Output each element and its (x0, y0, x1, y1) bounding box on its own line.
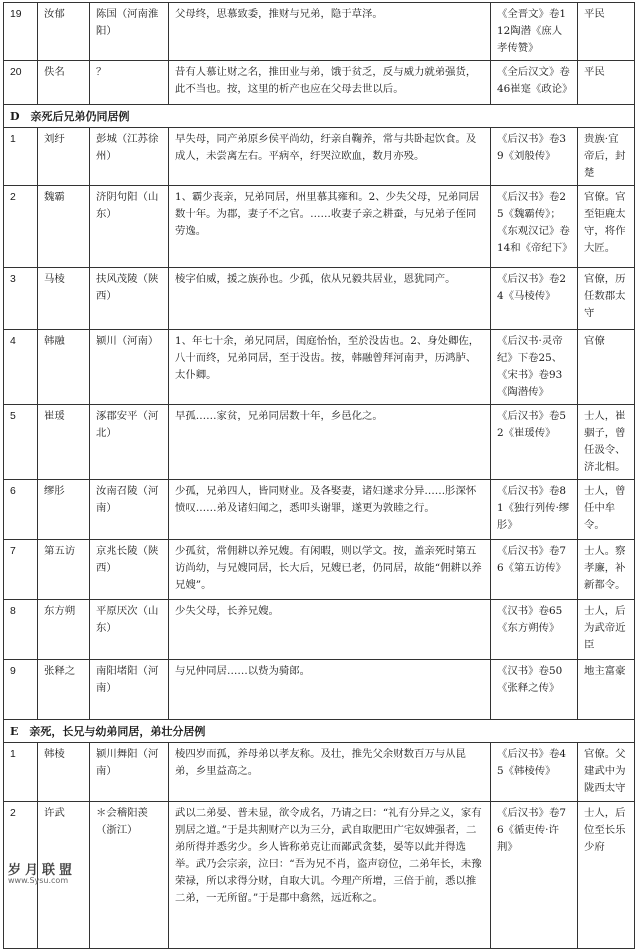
person-name: 汝郁 (38, 3, 90, 61)
row-number: 6 (4, 480, 38, 540)
person-name: 佚名 (38, 61, 90, 105)
row-number: 3 (4, 268, 38, 330)
table-row (4, 405, 635, 480)
row-number: 2 (4, 802, 38, 949)
place-of-origin: 平原厌次（山东） (90, 600, 169, 660)
place-of-origin: 汝南召陵（河南） (90, 480, 169, 540)
row-number: 5 (4, 405, 38, 480)
record-text: 早失母，同产弟原乡侯平尚幼，纡亲自鞠养，常与共卧起饮食。及成人，未尝离左右。平病卒，纡哭泣欧血，数月亦殁。 (169, 128, 491, 186)
watermark-title: 岁月联盟 (8, 863, 77, 878)
source-citation: 《后汉书》卷45《韩棱传》 (491, 743, 578, 802)
source-citation: 《后汉书》卷76《循吏传·许荆》 (491, 802, 578, 949)
source-citation: 《汉书》卷65《东方朔传》 (491, 600, 578, 660)
site-watermark (8, 859, 128, 885)
source-citation: 《后汉书》卷52《崔瑗传》 (491, 405, 578, 480)
table-row (4, 743, 635, 802)
data-table (3, 2, 635, 949)
row-number: 1 (4, 128, 38, 186)
social-status: 贵族·宜帝后，封楚 (578, 128, 635, 186)
person-name: 魏霸 (38, 186, 90, 268)
social-status: 士人，曾任中牟令。 (578, 480, 635, 540)
record-text: 棱四岁而孤，养母弟以孝友称。及壮，推先父余财数百万与从昆弟，乡里益高之。 (169, 743, 491, 802)
place-of-origin: 颍川舞阳（河南） (90, 743, 169, 802)
table-row (4, 330, 635, 405)
record-text: 武以二弟晏、普未显，欲令成名，乃请之曰：“礼有分异之义，家有别居之道。”于是共割财产以为三分，武自取肥田广宅奴婢强者，二弟所得并悉劣少。乡人皆称弟克让而鄙武贪婪，晏等以此并得选举。武乃会宗亲，泣曰：“吾为兄不肖，盗声窃位，二弟年长，未豫荣禄，所以求得分财，自取大讥。今理产所增，三倍于前，悉以推二弟，一无所留。”于是郡中翕然，远近称之。 (169, 802, 491, 949)
social-status: 官僚。官至钜鹿太守，将作大匠。 (578, 186, 635, 268)
record-text: 1、霸少丧亲，兄弟同居，州里慕其雍和。2、少失父母，兄弟同居数十年。为郡，妻子不之官。……收妻子亲之耕蚕，与兄弟子侄同劳逸。 (169, 186, 491, 268)
person-name: 第五访 (38, 540, 90, 600)
watermark-url: www.Sysu.com (8, 876, 69, 885)
record-text: 棱字伯威，援之族孙也。少孤，依从兄毅共居业，恩犹同产。 (169, 268, 491, 330)
source-citation: 《后汉书》卷81《独行列传·缪肜》 (491, 480, 578, 540)
source-citation: 《后汉书》卷24《马棱传》 (491, 268, 578, 330)
record-text: 昔有人慕让财之名，推田业与弟，饿于贫乏，反与威力就弟强货，此不当也。按，这里的析产也应在父母去世以后。 (169, 61, 491, 105)
row-number: 1 (4, 743, 38, 802)
social-status: 士人。察孝廉，补新都令。 (578, 540, 635, 600)
place-of-origin: ＊会稽阳羡（浙江） (90, 802, 169, 949)
section-title: D 亲死后兄弟仍同居例 (4, 105, 635, 128)
person-name: 韩融 (38, 330, 90, 405)
row-number: 2 (4, 186, 38, 268)
social-status: 官僚 (578, 330, 635, 405)
table-row (4, 61, 635, 105)
row-number: 19 (4, 3, 38, 61)
row-number: 4 (4, 330, 38, 405)
place-of-origin: 南阳堵阳（河南） (90, 660, 169, 720)
source-citation: 《后汉书》卷25《魏霸传》；《东观汉记》卷14和《帝纪下》 (491, 186, 578, 268)
table-row (4, 660, 635, 720)
place-of-origin: 涿郡安平（河北） (90, 405, 169, 480)
social-status: 官僚。父建武中为陇西太守 (578, 743, 635, 802)
social-status: 官僚，历任数郡太守 (578, 268, 635, 330)
person-name: 缪肜 (38, 480, 90, 540)
social-status: 平民 (578, 61, 635, 105)
record-text: 少孤贫，常佣耕以养兄嫂。有闲暇，则以学文。按，盖亲死时第五访尚幼，与兄嫂同居，长大后，兄嫂已老，仍同居，故能“佣耕以养兄嫂”。 (169, 540, 491, 600)
social-status: 士人，后为武帝近臣 (578, 600, 635, 660)
person-name: 刘纡 (38, 128, 90, 186)
source-citation: 《后汉书》卷39《刘般传》 (491, 128, 578, 186)
person-name: 韩棱 (38, 743, 90, 802)
place-of-origin: 扶风茂陵（陕西） (90, 268, 169, 330)
row-number: 9 (4, 660, 38, 720)
table-row (4, 186, 635, 268)
section-header-row (4, 105, 635, 128)
row-number: 20 (4, 61, 38, 105)
social-status: 平民 (578, 3, 635, 61)
place-of-origin: 京兆长陵（陕西） (90, 540, 169, 600)
place-of-origin: 彭城（江苏徐州） (90, 128, 169, 186)
social-status: 士人，后位至长乐少府 (578, 802, 635, 949)
source-citation: 《后汉书·灵帝纪》下卷25、《宋书》卷93《陶潜传》 (491, 330, 578, 405)
table-row (4, 268, 635, 330)
person-name: 东方朔 (38, 600, 90, 660)
section-title: E 亲死，长兄与幼弟同居，弟壮分居例 (4, 720, 635, 743)
source-citation: 《全后汉文》卷46崔寔《政论》 (491, 61, 578, 105)
record-text: 少孤，兄弟四人，皆同财业。及各娶妻，诸妇遂求分异……肜深怀愤叹……弟及诸妇闻之，悉叩头谢罪，遂更为敦睦之行。 (169, 480, 491, 540)
source-citation: 《汉书》卷50《张释之传》 (491, 660, 578, 720)
person-name: 马棱 (38, 268, 90, 330)
section-header-row (4, 720, 635, 743)
record-text: 少失父母，长养兄嫂。 (169, 600, 491, 660)
record-text: 1、年七十余，弟兄同居，闺庭怡怡，至於没齿也。2、身处卿佐，八十而终，兄弟同居，至于没齿。按，韩融曾拜河南尹，历鸿胪、太仆卿。 (169, 330, 491, 405)
social-status: 士人，崔骃子，曾任汲令、济北相。 (578, 405, 635, 480)
table-row (4, 540, 635, 600)
person-name: 张释之 (38, 660, 90, 720)
row-number: 8 (4, 600, 38, 660)
place-of-origin: 陈国（河南淮阳） (90, 3, 169, 61)
source-citation: 《后汉书》卷76《第五访传》 (491, 540, 578, 600)
record-text: 早孤……家贫，兄弟同居数十年，乡邑化之。 (169, 405, 491, 480)
source-citation: 《全晋文》卷112陶潜《庶人孝传赞》 (491, 3, 578, 61)
table-row (4, 128, 635, 186)
table-row (4, 3, 635, 61)
social-status: 地主富豪 (578, 660, 635, 720)
row-number: 7 (4, 540, 38, 600)
table-row (4, 480, 635, 540)
person-name: 崔瑗 (38, 405, 90, 480)
table-row (4, 600, 635, 660)
place-of-origin: 颍川（河南） (90, 330, 169, 405)
place-of-origin: ？ (90, 61, 169, 105)
person-name: 许武 (38, 802, 90, 949)
record-text: 与兄仲同居……以赀为骑郎。 (169, 660, 491, 720)
place-of-origin: 济阴句阳（山东） (90, 186, 169, 268)
record-text: 父母终，思慕致委，推财与兄弟，隐于草泽。 (169, 3, 491, 61)
